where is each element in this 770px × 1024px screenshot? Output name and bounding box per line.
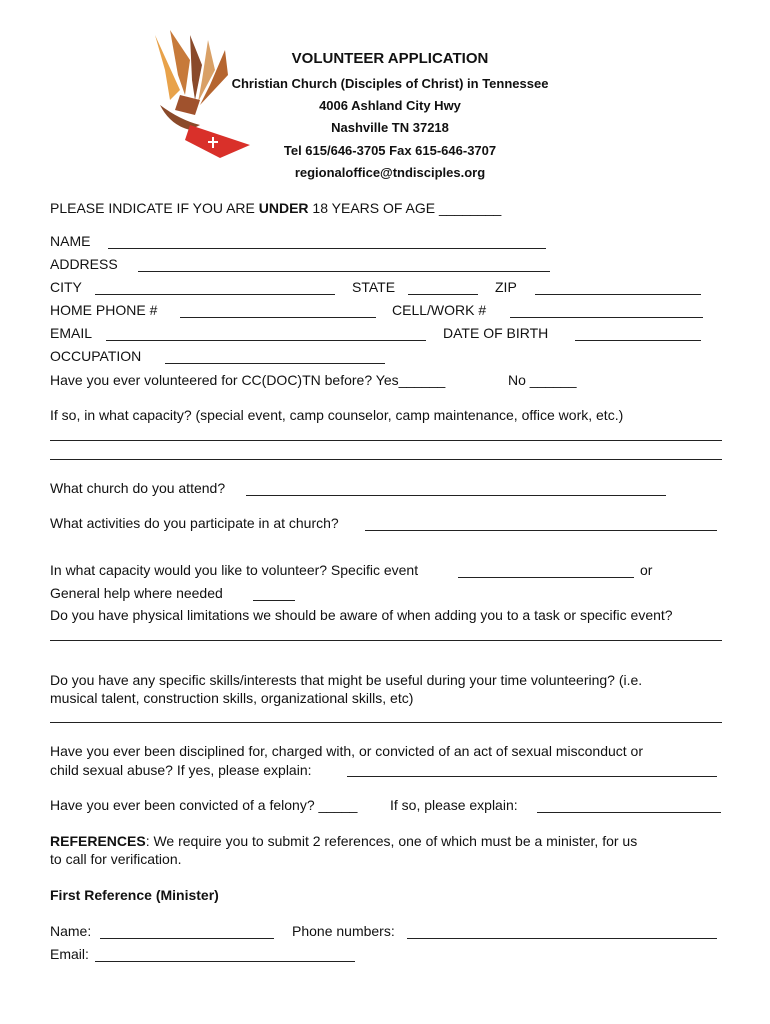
misconduct-explain-field[interactable] (347, 776, 717, 777)
form-title: VOLUNTEER APPLICATION (291, 50, 489, 67)
org-street: 4006 Ashland City Hwy (319, 98, 461, 113)
address-field[interactable] (138, 271, 550, 272)
name-label: NAME (50, 233, 91, 249)
home-phone-label: HOME PHONE # (50, 302, 158, 318)
city-label: CITY (50, 279, 82, 295)
state-field[interactable] (408, 294, 478, 295)
church-question: What church do you attend? (50, 480, 226, 496)
skills-question-line-1: Do you have any specific skills/interests that might be useful during your time volunteering? (i.e. (50, 672, 643, 688)
reference-phone-field[interactable] (407, 938, 717, 939)
name-field[interactable] (108, 248, 546, 249)
general-help-label: General help where needed (50, 585, 223, 601)
misconduct-question-line-1: Have you ever been disciplined for, charged with, or convicted of an act of sexual misconduct or (50, 743, 643, 759)
previous-capacity-line-2[interactable] (50, 459, 722, 460)
felony-explain-field[interactable] (537, 812, 721, 813)
first-reference-heading: First Reference (Minister) (50, 887, 219, 903)
specific-event-field[interactable] (458, 577, 634, 578)
volunteered-before-no: No ______ (508, 372, 577, 388)
address-label: ADDRESS (50, 256, 118, 272)
reference-name-label: Name: (50, 923, 92, 939)
org-name: Christian Church (Disciples of Christ) in Tennessee (231, 76, 549, 91)
references-text-1: : We require you to submit 2 references, one of which must be a minister, for us (145, 833, 638, 849)
limitations-question: Do you have physical limitations we should be aware of when adding you to a task or specific event? (50, 607, 673, 623)
skills-field[interactable] (50, 722, 722, 723)
reference-name-field[interactable] (100, 938, 274, 939)
city-field[interactable] (95, 294, 335, 295)
org-city: Nashville TN 37218 (331, 120, 449, 135)
or-text: or (640, 562, 653, 578)
org-email: regionaloffice@tndisciples.org (294, 165, 486, 180)
misconduct-question-line-2: child sexual abuse? If yes, please explain: (50, 762, 312, 778)
activities-field[interactable] (365, 530, 717, 531)
under-18-text-before: PLEASE INDICATE IF YOU ARE (50, 200, 259, 216)
reference-email-label: Email: (50, 946, 89, 962)
activities-question: What activities do you participate in at church? (50, 515, 339, 531)
home-phone-field[interactable] (180, 317, 376, 318)
occupation-field[interactable] (165, 363, 385, 364)
dob-field[interactable] (575, 340, 701, 341)
cell-work-label: CELL/WORK # (392, 302, 487, 318)
zip-label: ZIP (495, 279, 517, 295)
state-label: STATE (352, 279, 396, 295)
under-18-question (50, 200, 501, 216)
reference-email-field[interactable] (95, 961, 355, 962)
volunteered-before-question: Have you ever volunteered for CC(DOC)TN before? Yes______ (50, 372, 446, 388)
email-field[interactable] (106, 340, 426, 341)
references-line-2: to call for verification. (50, 851, 182, 867)
general-help-field[interactable] (253, 600, 295, 601)
references-label: REFERENCES (50, 833, 146, 849)
church-field[interactable] (246, 495, 666, 496)
volunteer-capacity-question: In what capacity would you like to volunteer? Specific event (50, 562, 419, 578)
limitations-field[interactable] (50, 640, 722, 641)
previous-capacity-line-1[interactable] (50, 440, 722, 441)
skills-question-line-2: musical talent, construction skills, organizational skills, etc) (50, 690, 414, 706)
under-18-text-after: 18 YEARS OF AGE ________ (308, 200, 502, 216)
reference-phone-label: Phone numbers: (292, 923, 395, 939)
references-line-1 (50, 833, 637, 849)
felony-question: Have you ever been convicted of a felony? _____ (50, 797, 358, 813)
occupation-label: OCCUPATION (50, 348, 142, 364)
dob-label: DATE OF BIRTH (443, 325, 549, 341)
email-label: EMAIL (50, 325, 93, 341)
cell-work-field[interactable] (510, 317, 703, 318)
previous-capacity-question: If so, in what capacity? (special event, camp counselor, camp maintenance, office work, etc.) (50, 407, 624, 423)
felony-explain-label: If so, please explain: (390, 797, 518, 813)
org-phone: Tel 615/646-3705 Fax 615-646-3707 (283, 143, 497, 158)
under-18-emphasis: UNDER (258, 200, 309, 216)
zip-field[interactable] (535, 294, 701, 295)
